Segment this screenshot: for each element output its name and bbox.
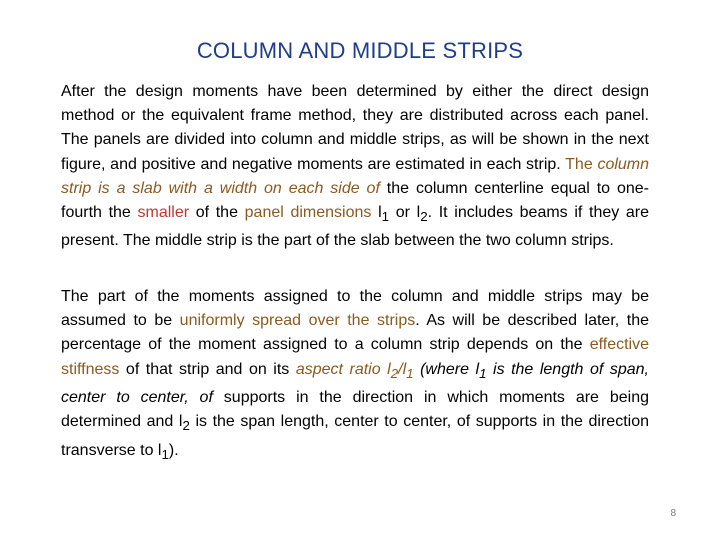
p1-smaller-emphasis: smaller [137, 204, 190, 222]
p2-aspect-ratio [295, 360, 414, 381]
p2-italic-text: is the length of span, center to center, of [61, 360, 649, 406]
p1-panel-dimensions: panel dimensions [244, 204, 372, 222]
page-number: 8 [670, 508, 676, 519]
p2-aspect-ratio-text: /l [398, 360, 407, 378]
p2-subscript: 1 [406, 365, 414, 381]
slide-title: COLUMN AND MIDDLE STRIPS [196, 38, 524, 63]
p2-text: The part of the moments assigned to the column and middle strips may be assumed to be [61, 288, 649, 330]
p1-text: or l [389, 204, 421, 222]
p1-text: of the [189, 204, 245, 222]
p1-subscript: 2 [420, 209, 428, 225]
p1-text: . It includes beams if they are present. The middle strip is the part of the slab between the two column strips. [61, 204, 650, 250]
p2-effective-stiffness: effective stiffness [61, 336, 649, 378]
paragraph-moment-distribution [61, 285, 649, 467]
p1-text: the column centerline equal to one-fourth the [61, 179, 650, 222]
p2-text: . As will be described later, the percentage of the moment assigned to a column strip depends on the [61, 312, 649, 354]
p2-subscript: 1 [479, 365, 487, 381]
p1-column-strip-definition: column strip is a slab with a width on each side of [61, 155, 650, 197]
p2-subscript: 2 [182, 418, 190, 434]
p1-text: l [371, 204, 382, 222]
p1-subscript: 1 [381, 209, 390, 225]
p2-uniformly-spread: uniformly spread over the strips [179, 312, 416, 330]
p2-text: is the span length, center to center, of supports in the direction transverse to l [61, 413, 650, 459]
p2-text: of that strip and on its [119, 360, 296, 378]
p2-subscript: 1 [161, 446, 169, 462]
p2-subscript: 2 [390, 365, 399, 381]
paragraph-column-middle-strips [61, 80, 649, 254]
p2-aspect-ratio-text: aspect ratio l [295, 360, 391, 378]
p2-text: supports in the direction in which moments are being determined and l [61, 389, 649, 431]
p2-italic-text: (where l [413, 360, 480, 378]
p2-text: ). [168, 441, 179, 459]
p1-text: After the design moments have been determined by either the direct design method or the equivalent frame method, they are distributed across each panel. The panels are divided into column and middle strips, as will be shown in the next figure, and positive and negative moments are estimated in each strip. [61, 83, 649, 173]
p1-highlight-the: The [565, 155, 598, 173]
